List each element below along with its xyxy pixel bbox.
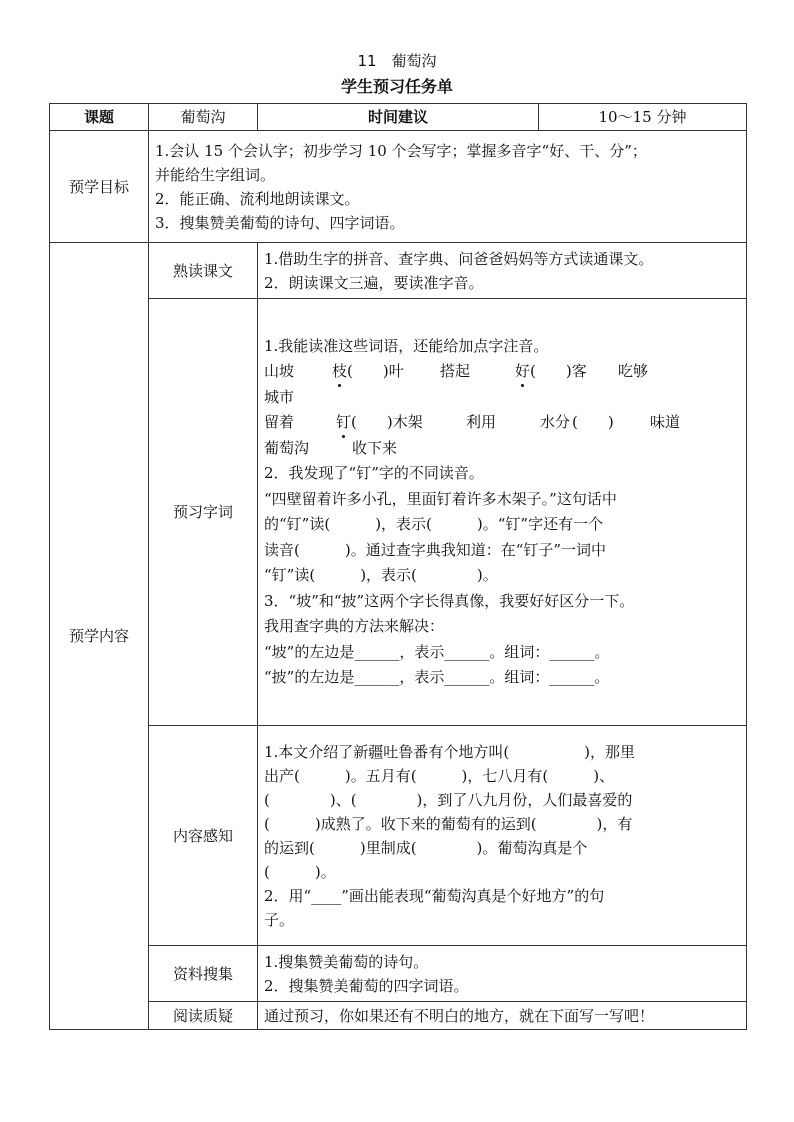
reading-row	[50, 243, 747, 299]
preview-task-table	[49, 103, 747, 1030]
collect-line: 1.搜集赞美葡萄的诗句。	[264, 952, 429, 971]
lesson-title: 11 葡萄沟	[357, 52, 437, 70]
words-intro: 1.我能读准这些词语，还能给加点字注音。	[264, 336, 549, 355]
dotted-char: 钉	[336, 410, 351, 436]
dotted-char: 枝	[332, 359, 347, 385]
perception-line: 的运到( )里制成( )。葡萄沟真是个	[264, 838, 588, 857]
question-label: 阅读质疑	[149, 1002, 258, 1030]
reading-label: 熟读课文	[149, 243, 258, 299]
perception-row	[50, 726, 747, 946]
topic-value: 葡萄沟	[149, 104, 258, 131]
goal-line: 3．搜集赞美葡萄的诗句、四字词语。	[155, 213, 405, 232]
q2-line: “钉”读( )，表示( )。	[264, 566, 498, 584]
perception-label: 内容感知	[149, 726, 258, 946]
words-label: 预习字词	[149, 299, 258, 726]
word: ( )客	[530, 362, 587, 380]
q2-title: 2．我发现了“钉”字的不同读音。	[264, 464, 484, 482]
collect-row	[50, 946, 747, 1002]
perception-line: ( )。	[264, 862, 336, 881]
word: ( )叶	[347, 362, 404, 380]
collect-content	[258, 946, 747, 1002]
word: 搭起	[440, 362, 471, 380]
topic-label: 课题	[50, 104, 149, 131]
word: 味道	[650, 413, 681, 431]
goal-line: 1.会认 15 个会认字；初步学习 10 个会写字；掌握多音字“好、干、分”；	[155, 141, 647, 160]
q3-line: “坡”的左边是______，表示______。组词：______。	[264, 642, 610, 661]
question-content: 通过预习，你如果还有不明白的地方，就在下面写一写吧！	[258, 1002, 747, 1030]
word: 利用	[466, 413, 497, 431]
word: ( )木架	[351, 413, 423, 431]
word: 留着	[264, 413, 295, 431]
q2-line: “四壁留着许多小孔，里面钉着许多木架子。”这句话中	[264, 489, 617, 508]
word: ( )	[572, 413, 614, 431]
word-row-3	[264, 436, 740, 462]
goal-line: 2．能正确、流利地朗读课文。	[155, 189, 360, 208]
goals-label: 预学目标	[50, 131, 149, 243]
perception-line: 1.本文介绍了新疆吐鲁番有个地方叫( )，那里	[264, 742, 636, 761]
word: 山坡	[264, 362, 295, 380]
perception-line: 2．用“____”画出能表现“葡萄沟真是个好地方”的句	[264, 886, 605, 905]
perception-line: 子。	[264, 910, 295, 929]
perception-content	[258, 726, 747, 946]
collect-label: 资料搜集	[149, 946, 258, 1002]
goals-row	[50, 131, 747, 243]
q2-line: 的“钉”读( )，表示( )。“钉”字还有一个	[264, 515, 604, 533]
word: 收下来	[352, 438, 398, 457]
perception-line: ( )成熟了。收下来的葡萄有的运到( )，有	[264, 814, 633, 833]
question-row	[50, 1002, 747, 1030]
q3-line: 3．“坡”和“披”这两个字长得真像，我要好好区分一下。	[264, 591, 635, 610]
reading-line: 1.借助生字的拼音、查字典、问爸爸妈妈等方式读通课文。	[264, 249, 654, 268]
q2-line: 读音( )。通过查字典我知道：在“钉子”一词中	[264, 540, 607, 559]
goal-line: 并能给生字组词。	[155, 165, 276, 184]
content-label: 预学内容	[50, 243, 149, 1030]
word: 水分	[540, 413, 571, 431]
goals-content	[149, 131, 747, 243]
reading-content	[258, 243, 747, 299]
words-content	[258, 299, 747, 726]
perception-line: ( )、( )，到了八九月份，人们最喜爱的	[264, 790, 633, 809]
dotted-char: 好	[515, 359, 530, 385]
time-label: 时间建议	[258, 104, 539, 131]
reading-line: 2．朗读课文三遍，要读准字音。	[264, 273, 484, 292]
word: 吃够	[618, 362, 649, 380]
word-row-1b: 城市	[264, 387, 295, 406]
q3-line: 我用查字典的方法来解决：	[264, 617, 445, 635]
topic-row	[50, 104, 747, 131]
q3-line: “披”的左边是______，表示______。组词：______。	[264, 668, 610, 686]
word-row-2	[264, 410, 740, 436]
worksheet-title: 学生预习任务单	[340, 77, 453, 96]
perception-line: 出产( )。五月有( )，七八月有( )、	[264, 766, 615, 785]
words-row	[50, 299, 747, 726]
word-row-1	[264, 359, 740, 385]
time-value: 10～15 分钟	[539, 104, 747, 131]
word: 葡萄沟	[264, 438, 310, 457]
collect-line: 2．搜集赞美葡萄的四字词语。	[264, 976, 469, 995]
